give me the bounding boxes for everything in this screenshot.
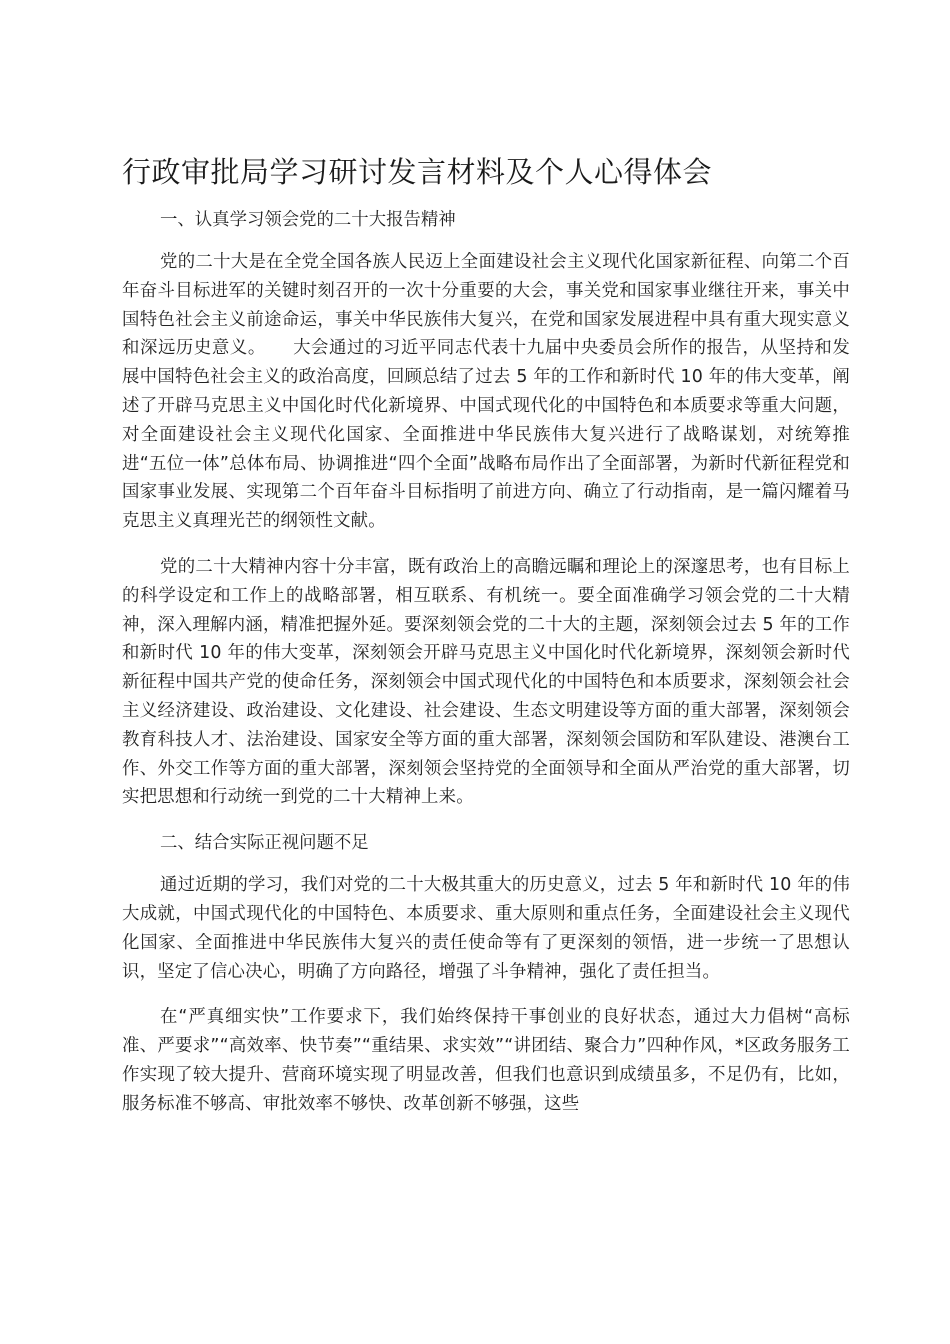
section-heading-2: 二、结合实际正视问题不足 bbox=[160, 833, 369, 854]
document-title: 行政审批局学习研讨发言材料及个人心得体会 bbox=[122, 155, 713, 189]
section-1-paragraph-1: 党的二十大是在全党全国各族人民迈上全面建设社会主义现代化国家新征程、向第二个百年奋斗目标进军的关键时刻召开的一次十分重要的大会，事关党和国家事业继往开来，事关中国特色社会主义前途命运，事关中华民族伟大复兴，在党和国家发展进程中具有重大现实意义和深远历史意义。 大会通过的习近平同志代表十九届中央委员会所作的报告，从坚持和发展中国特色社会主义的政治高度，回顾总结了过去 5 年的工作和新时代 10 年的伟大变革，阐述了开辟马克思主义中国化时代化新境界、中国式现代化的中国特色和本质要求等重大问题，对全面建设社会主义现代化国家、全面推进中华民族伟大复兴进行了战略谋划，对统筹推进“五位一体”总体布局、协调推进“四个全面”战略布局作出了全面部署，为新时代新征程党和国家事业发展、实现第二个百年奋斗目标指明了前进方向、确立了行动指南，是一篇闪耀着马克思主义真理光芒的纲领性文献。 bbox=[122, 252, 850, 532]
section-heading-1: 一、认真学习领会党的二十大报告精神 bbox=[160, 210, 456, 230]
section-1-paragraph-2: 党的二十大精神内容十分丰富，既有政治上的高瞻远瞩和理论上的深邃思考，也有目标上的科学设定和工作上的战略部署，相互联系、有机统一。要全面准确学习领会党的二十大精神，深入理解内涵，精准把握外延。要深刻领会党的二十大的主题，深刻领会过去 5 年的工作和新时代 10 年的伟大变革，深刻领会开辟马克思主义中国化时代化新境界，深刻领会新时代新征程中国共产党的使命任务，深刻领会中国式现代化的中国特色和本质要求，深刻领会社会主义经济建设、政治建设、文化建设、社会建设、生态文明建设等方面的重大部署，深刻领会教育科技人才、法治建设、国家安全等方面的重大部署，深刻领会国防和军队建设、港澳台工作、外交工作等方面的重大部署，深刻领会坚持党的全面领导和全面从严治党的重大部署，切实把思想和行动统一到党的二十大精神上来。 bbox=[122, 556, 850, 808]
section-2-paragraph-2: 在“严真细实快”工作要求下，我们始终保持干事创业的良好状态，通过大力倡树“高标准、严要求”“高效率、快节奏”“重结果、求实效”“讲团结、聚合力”四种作风，*区政务服务工作实现了较大提升、营商环境实现了明显改善，但我们也意识到成绩虽多，不足仍有，比如，服务标准不够高、审批效率不够快、改革创新不够强，这些 bbox=[122, 1007, 851, 1114]
section-2-paragraph-1: 通过近期的学习，我们对党的二十大极其重大的历史意义，过去 5 年和新时代 10 年的伟大成就，中国式现代化的中国特色、本质要求、重大原则和重点任务，全面建设社会主义现代化国家、全面推进中华民族伟大复兴的责任使命等有了更深刻的领悟，进一步统一了思想认识，坚定了信心决心，明确了方向路径，增强了斗争精神，强化了责任担当。 bbox=[122, 875, 850, 982]
document-page bbox=[122, 150, 850, 1136]
